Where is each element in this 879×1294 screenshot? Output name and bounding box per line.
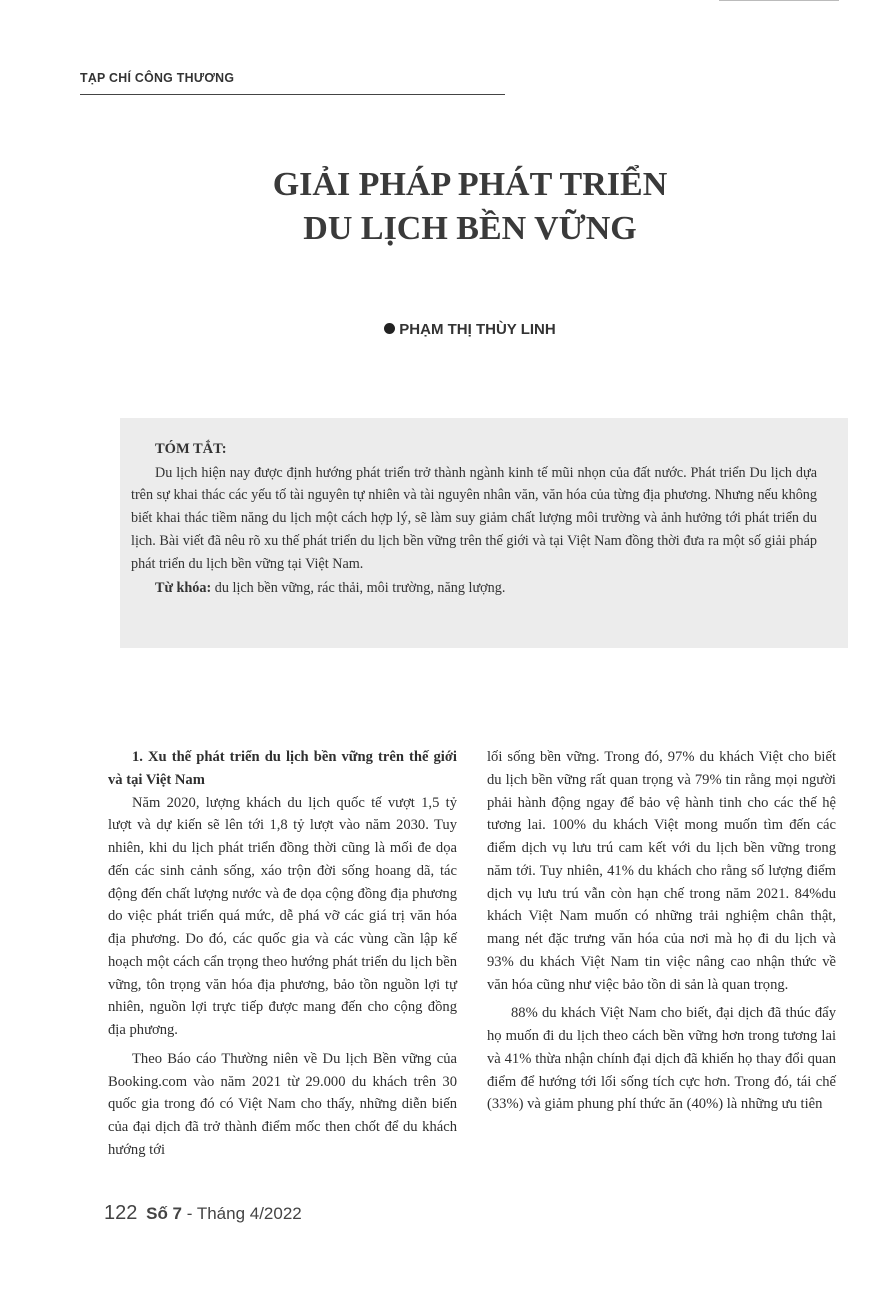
page-footer [104, 1202, 302, 1225]
abstract-text: Du lịch hiện nay được định hướng phát triển trở thành ngành kinh tế mũi nhọn của đất nước. Phát triển Du lịch dựa trên sự khai thác các yếu tố tài nguyên tự nhiên và tài nguyên nhân văn, văn hóa của từng địa phương. Nhưng nếu không biết khai thác tiềm năng du lịch một cách hợp lý, sẽ làm suy giảm chất lượng môi trường và ảnh hưởng tới phát triển du lịch. Bài viết đã nêu rõ xu thế phát triển du lịch bền vững trên thế giới và tại Việt Nam đồng thời đưa ra một số giải pháp phát triển du lịch bền vững tại Việt Nam. [131, 464, 817, 572]
keywords-text: du lịch bền vững, rác thải, môi trường, năng lượng. [214, 580, 506, 597]
abstract-heading: TÓM TẮT: [155, 441, 227, 457]
bullet-icon [384, 323, 395, 334]
section-heading: 1. Xu thế phát triển du lịch bền vững trên thế giới và tại Việt Nam [108, 749, 457, 788]
body-paragraph: 88% du khách Việt Nam cho biết, đại dịch đã thúc đẩy họ muốn đi du lịch theo cách bền vững hơn trong tương lai và 41% thừa nhận chính đại dịch đã khiến họ thay đổi quan điểm để hướng tới lối sống tích cực hơn. Trong đó, tái chế (33%) và giảm phung phí thức ăn (40%) là những ưu tiên [487, 1005, 836, 1113]
author-name: PHẠM THỊ THÙY LINH [399, 321, 556, 338]
article-title-line-1: GIẢI PHÁP PHÁT TRIỂN [272, 166, 668, 203]
article-title-line-2: DU LỊCH BỀN VỮNG [303, 210, 637, 247]
body-column-left [108, 746, 457, 1162]
body-paragraph: Năm 2020, lượng khách du lịch quốc tế vượt 1,5 tỷ lượt và dự kiến sẽ lên tới 1,8 tỷ lượt vào năm 2030. Tuy nhiên, khi du lịch phát triển đồng thời cũng là mối đe dọa đến các sinh cảnh sống, xáo trộn đời sống hoang dã, tác động đến chất lượng nước và đe dọa cộng đồng địa phương do việc phát triển quá mức, dễ phá vỡ các giá trị văn hóa địa phương. Do đó, các quốc gia và các vùng cần lập kế hoạch một cách cẩn trọng theo hướng phát triển du lịch bền vững, tôn trọng văn hóa địa phương, bảo tồn nguồn lợi tự nhiên, nguồn lợi trực tiếp được mang đến cho cộng đồng địa phương. [108, 794, 457, 1038]
body-paragraph: Theo Báo cáo Thường niên về Du lịch Bền vững của Booking.com vào năm 2021 từ 29.000 du khách trên 30 quốc gia trong đó có Việt Nam cho thấy, những diễn biến của đại dịch đã trở thành điểm mốc then chốt để du khách hướng tới [108, 1050, 457, 1158]
author-line [80, 321, 860, 338]
keywords [131, 577, 817, 600]
journal-name: TẠP CHÍ CÔNG THƯƠNG [80, 70, 235, 85]
keywords-label: Từ khóa: [155, 580, 212, 597]
page-edge-mark [719, 0, 839, 9]
header-rule [80, 94, 505, 95]
issue-number: Số 7 [146, 1204, 183, 1223]
body-paragraph: lối sống bền vững. Trong đó, 97% du khách Việt cho biết du lịch bền vững rất quan trọng và 79% tin rằng mọi người phải hành động ngay để bảo vệ hành tinh cho các thế hệ tương lai. 100% du khách Việt mong muốn tìm đến các điểm dịch vụ lưu trú cam kết với du lịch bền vững trong năm tới. Tuy nhiên, 41% du khách cho rằng số lượng điểm dịch vụ lưu trú vẫn còn hạn chế trong năm 2021. 84%du khách Việt Nam muốn có những trải nghiệm chân thật, mang nét đặc trưng văn hóa của nơi mà họ đi du lịch và 93% du khách Việt Nam tin việc nâng cao nhận thức về văn hóa cũng như việc bảo tồn di sản là quan trọng. [487, 749, 836, 993]
abstract-box [120, 418, 848, 648]
abstract-content [131, 438, 817, 600]
page-number: 122 [104, 1202, 138, 1224]
issue-date: - Tháng 4/2022 [186, 1204, 302, 1223]
body-column-right [487, 746, 836, 1116]
